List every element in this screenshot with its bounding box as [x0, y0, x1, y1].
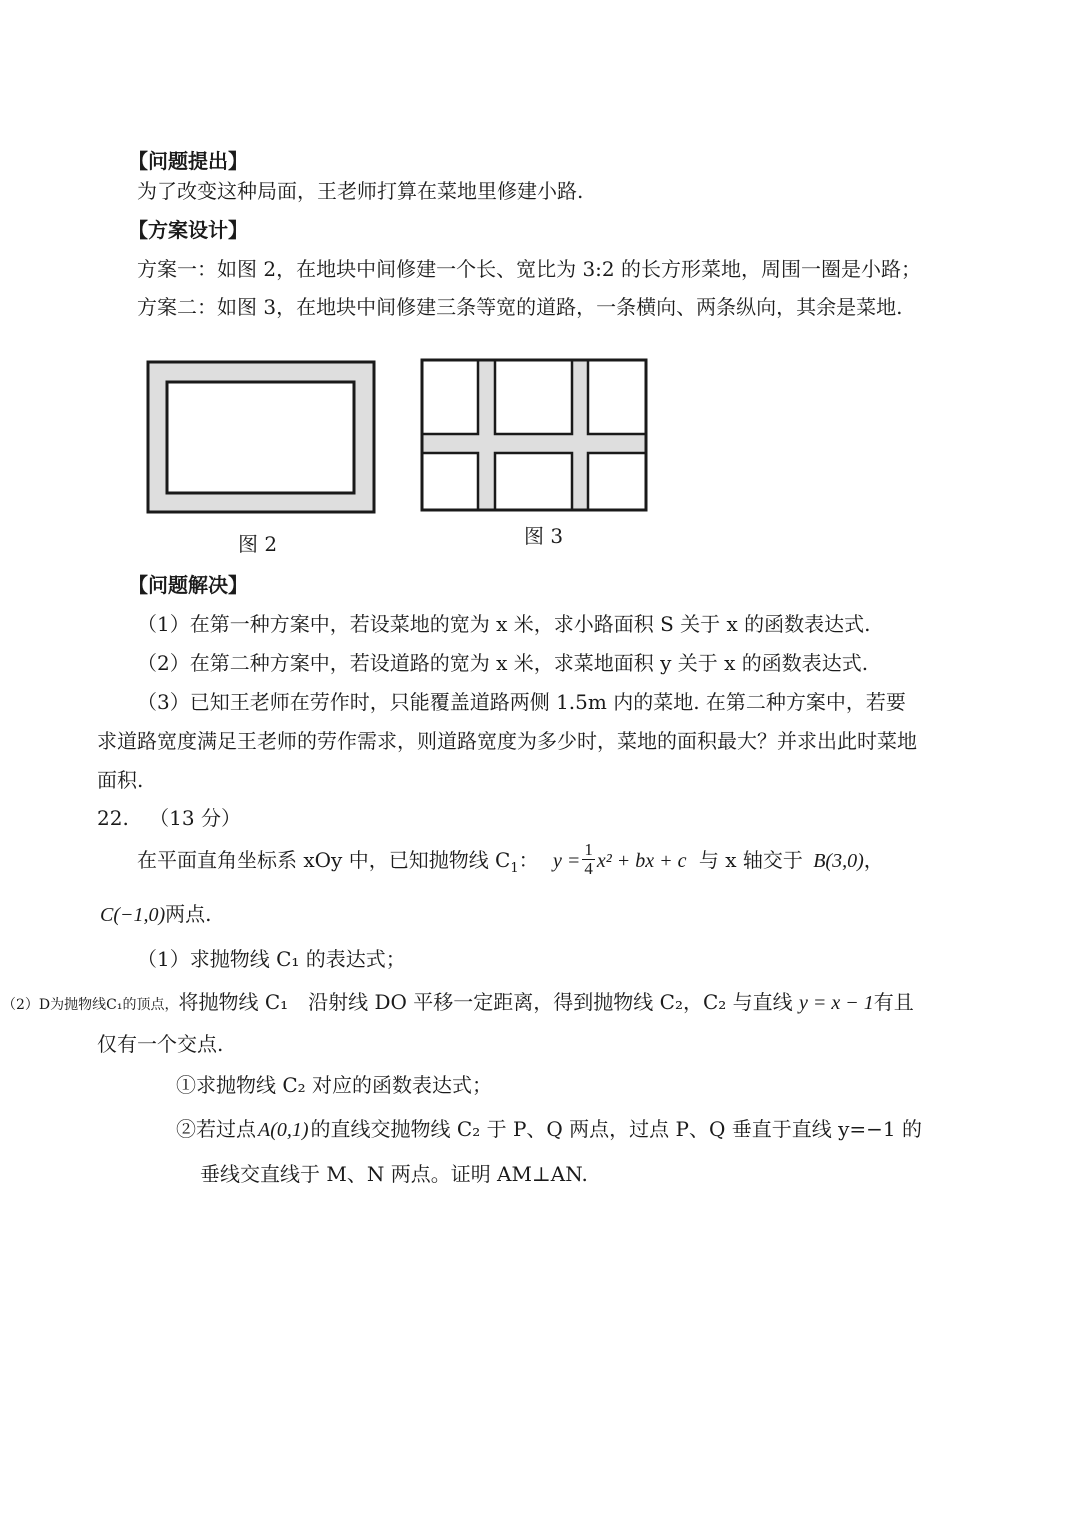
- figure-2-diagram: [146, 360, 378, 516]
- subquestion-2-text-b: 的直线交抛物线 C₂ 于 P、Q 两点，过点 P、Q 垂直于直线 y=−1 的: [310, 1117, 922, 1141]
- problem-header: 【问题提出】: [128, 149, 248, 173]
- problem-22-question-1: （1）求抛物线 C₁ 的表达式；: [137, 947, 406, 971]
- question-3-line-3: 面积.: [97, 768, 144, 792]
- point-b: B(3,0): [813, 850, 864, 872]
- problem-22-number: 22.: [97, 806, 129, 830]
- question-3-line-1: （3）已知王老师在劳作时，只能覆盖道路两侧 1.5m 内的菜地. 在第二种方案中，若要: [137, 690, 906, 714]
- intro-text-c: 与 x 轴交于: [698, 848, 803, 872]
- point-c: C(−1,0): [100, 904, 166, 926]
- equation-y: y =: [553, 850, 581, 872]
- fig2-inner-field: [167, 382, 354, 493]
- intro-subscript: 1: [510, 861, 519, 876]
- problem-22-subquestion-2-line-2: 垂线交直线于 M、N 两点。证明 AM⊥AN.: [200, 1162, 588, 1186]
- plan-two-text: 方案二：如图 3，在地块中间修建三条等宽的道路，一条横向、两条纵向，其余是菜地.: [137, 295, 903, 319]
- question-3-line-2: 求道路宽度满足王老师的劳作需求，则道路宽度为多少时，菜地的面积最大？并求出此时菜地: [97, 729, 917, 753]
- fig3-field-bottom-right: [588, 453, 646, 510]
- fig3-field-top-middle: [495, 360, 572, 434]
- figure-2-caption: 图 2: [238, 532, 278, 556]
- fig3-field-bottom-left: [422, 453, 478, 510]
- question-2: （2）在第二种方案中，若设道路的宽为 x 米，求菜地面积 y 关于 x 的函数表达式.: [137, 651, 869, 675]
- line-equation: y = x − 1: [799, 992, 874, 1014]
- intro-comma: ，: [863, 848, 884, 872]
- solve-header: 【问题解决】: [128, 573, 248, 597]
- question-1: （1）在第一种方案中，若设菜地的宽为 x 米，求小路面积 S 关于 x 的函数表达式.: [137, 612, 871, 636]
- question-2-end: 有且: [873, 990, 914, 1014]
- subquestion-2-text-a: ②若过点: [176, 1117, 256, 1141]
- problem-22-question-2: [2, 988, 914, 1019]
- problem-22-subquestion-1: ①求抛物线 C₂ 对应的函数表达式；: [176, 1073, 493, 1097]
- problem-22-intro: [137, 840, 884, 883]
- fraction-one-quarter: [582, 841, 595, 878]
- fig3-field-bottom-middle: [495, 453, 572, 510]
- intro-text-a: 在平面直角坐标系 xOy 中，已知抛物线 C: [137, 848, 511, 872]
- problem-text: 为了改变这种局面，王老师打算在菜地里修建小路.: [137, 179, 584, 203]
- problem-22-score: （13 分）: [149, 806, 241, 830]
- point-a: A(0,1): [258, 1119, 309, 1141]
- two-points-text: 两点.: [165, 902, 212, 926]
- fig3-field-top-right: [588, 360, 646, 434]
- design-header: 【方案设计】: [128, 218, 248, 242]
- figure-3-diagram: [420, 358, 648, 514]
- problem-22-subquestion-2: [176, 1115, 922, 1144]
- problem-22-header: [97, 804, 241, 832]
- fraction-numerator: 1: [584, 840, 593, 859]
- fig3-field-top-left: [422, 360, 478, 434]
- plan-one-text: 方案一：如图 2，在地块中间修建一个长、宽比为 3:2 的长方形菜地，周围一圈是小路；: [137, 257, 921, 281]
- problem-22-question-2-line-2: 仅有一个交点.: [97, 1032, 224, 1056]
- vertex-note: （2）D为抛物线C₁的顶点，: [2, 997, 179, 1013]
- intro-text-b: ：: [518, 848, 539, 872]
- figure-3-caption: 图 3: [524, 524, 564, 548]
- equation-rest: x² + bx + c: [596, 850, 687, 872]
- question-2-text: 将抛物线 C₁ 沿射线 DO 平移一定距离，得到抛物线 C₂，C₂ 与直线: [178, 990, 793, 1014]
- problem-22-points: [100, 900, 212, 929]
- fraction-denominator: 4: [584, 859, 593, 878]
